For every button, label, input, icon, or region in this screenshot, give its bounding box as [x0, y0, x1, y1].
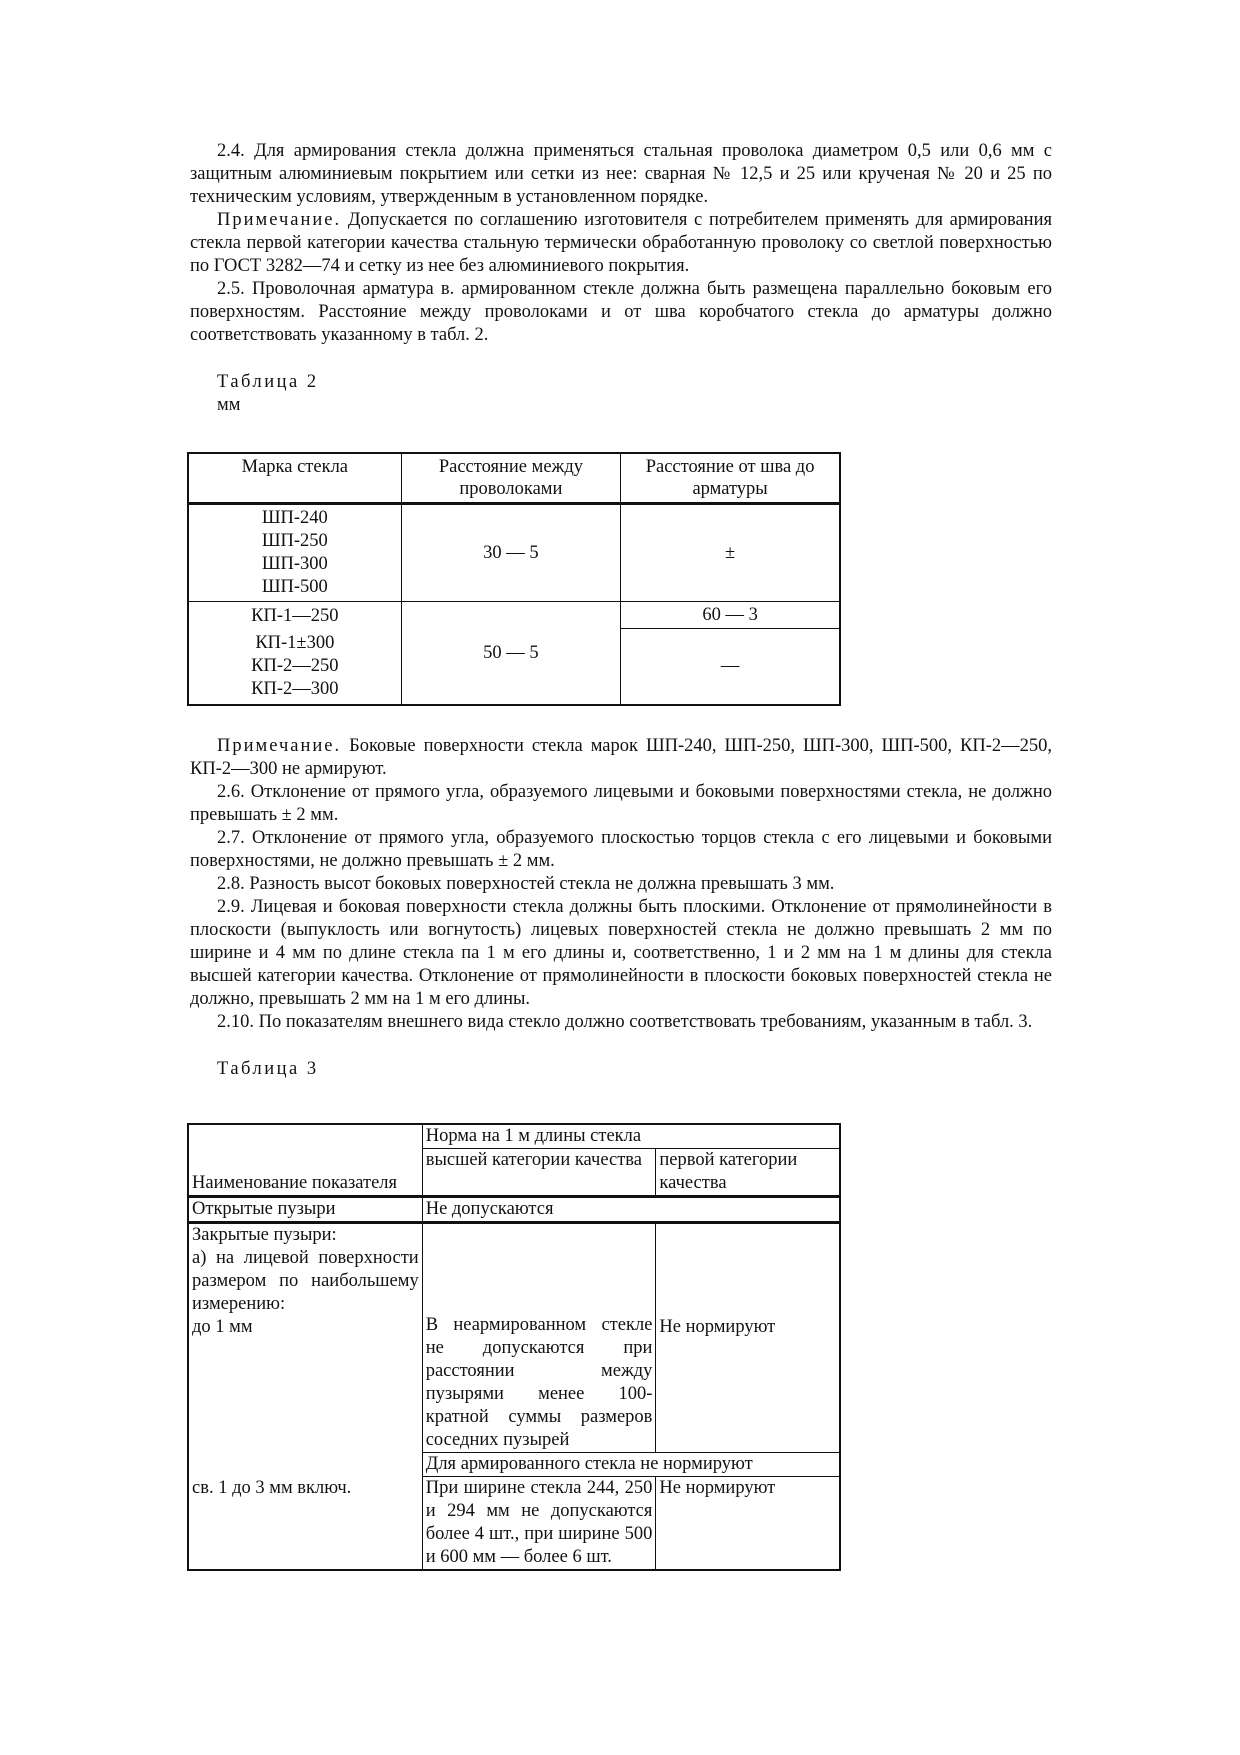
table-3-row-1-3-name: св. 1 до 3 мм включ.: [188, 1477, 422, 1571]
table-2-group-2-marks: КП-1—250 КП-1±300 КП-2—250 КП-2—300: [188, 602, 401, 705]
table-3-row-armored: Для армированного стекла не нормируют: [422, 1453, 840, 1477]
table-3-row-closed-high: В неармированном стекле не допускаются при расстоянии между пузырями менее 100-кратной суммы размеров соседних пузырей: [422, 1223, 656, 1453]
table-2-header-wires: Расстояние между проволоками: [401, 453, 621, 504]
table-3-header-high: высшей категории качества: [422, 1149, 656, 1197]
table-3-header-norm: Норма на 1 м длины стекла: [422, 1124, 840, 1149]
note-1: [190, 209, 1052, 278]
table-3-row-closed-name: Закрытые пузыри: а) на лицевой поверхности размером по наибольшему измерению: до 1 мм: [188, 1223, 422, 1477]
paragraph-2-6: 2.6. Отклонение от прямого угла, образуемого лицевыми и боковыми поверхностями стекла, не должно превышать ± 2 мм.: [190, 782, 1052, 825]
table-3-row-open-value: Не допускаются: [422, 1197, 840, 1223]
table-2-group-2-seam-top: 60 — 3: [621, 602, 840, 629]
table-3-row-open-name: Открытые пузыри: [188, 1197, 422, 1223]
table-2-group-2-distance: 50 — 5: [401, 602, 621, 705]
table-2-caption: Таблица 2: [217, 372, 319, 392]
table-2-group-1-marks: ШП-240 ШП-250 ШП-300 ШП-500: [188, 504, 401, 602]
lower-text: [190, 735, 1052, 1081]
table-2-group-2-seam-bottom: —: [621, 629, 840, 705]
paragraph-2-9: 2.9. Лицевая и боковая поверхности стекла должны быть плоскими. Отклонение от прямолинейности в плоскости (выпуклость или вогнутость) лицевых поверхностей стекла не должно превышать 2 мм по ширине и 4 мм по длине стекла па 1 м его длины и, соответственно, 1 и 2 мм на 1 м длины для стекла высшей категории качества. Отклонение от прямолинейности в плоскости боковых поверхностей стекла не должно, превышать 2 мм на 1 м его длины.: [190, 897, 1052, 1009]
table-3-caption: Таблица 3: [217, 1059, 319, 1079]
note-2-label: Примечание.: [217, 736, 342, 756]
table-2-header-seam: Расстояние от шва до арматуры: [621, 453, 840, 504]
paragraph-2-8: 2.8. Разность высот боковых поверхностей стекла не должна превышать 3 мм.: [217, 874, 835, 894]
paragraph-2-10: 2.10. По показателям внешнего вида стекло должно соответствовать требованиям, указанным в табл. 3.: [217, 1012, 1033, 1032]
table-3-row-closed-first: Не нормируют: [656, 1223, 840, 1453]
table-3-header-first: первой категории качества: [656, 1149, 840, 1197]
paragraph-2-7: 2.7. Отклонение от прямого угла, образуемого плоскостью торцов стекла с его лицевыми и боковыми поверхностями, не должно превышать ± 2 мм.: [190, 828, 1052, 871]
table-3-row-1-3-first: Не нормируют: [656, 1477, 840, 1571]
table-2-header-mark: Марка стекла: [188, 453, 401, 504]
table-2-group-1-seam: ±: [621, 504, 840, 602]
note-2-text: Боковые поверхности стекла марок ШП-240, ШП-250, ШП-300, ШП-500, КП-2—250, КП-2—300 не армируют.: [190, 736, 1052, 779]
table-3-header-name: Наименование показателя: [188, 1124, 422, 1197]
note-1-text: Допускается по соглашению изготовителя с потребителем применять для армирования стекла первой категории качества стальную термически обработанную проволоку со светлой поверхностью по ГОСТ 3282—74 и сетку из нее без алюминиевого покрытия.: [190, 210, 1052, 276]
paragraph-2-4: 2.4. Для армирования стекла должна применяться стальная проволока диаметром 0,5 или 0,6 мм с защитным алюминиевым покрытием или сетки из нее: сварная № 12,5 и 25 или крученая № 20 и 25 по техническим условиям, утвержденным в установленном порядке.: [190, 141, 1052, 207]
paragraph-2-5: 2.5. Проволочная арматура в. армированном стекле должна быть размещена параллельно боковым его поверхностям. Расстояние между проволоками и от шва коробчатого стекла до арматуры должно соответствовать указанному в табл. 2.: [190, 279, 1052, 345]
table-2: [187, 452, 841, 706]
table-3-row-1-3-high: При ширине стекла 244, 250 и 294 мм не допускаются более 4 шт., при ширине 500 и 600 мм — более 6 шт.: [422, 1477, 656, 1571]
table-2-group-1-distance: 30 — 5: [401, 504, 621, 602]
note-1-label: Примечание.: [217, 210, 342, 230]
table-2-unit: мм: [217, 395, 241, 415]
note-2: [190, 735, 1052, 781]
table-3: [187, 1123, 841, 1571]
